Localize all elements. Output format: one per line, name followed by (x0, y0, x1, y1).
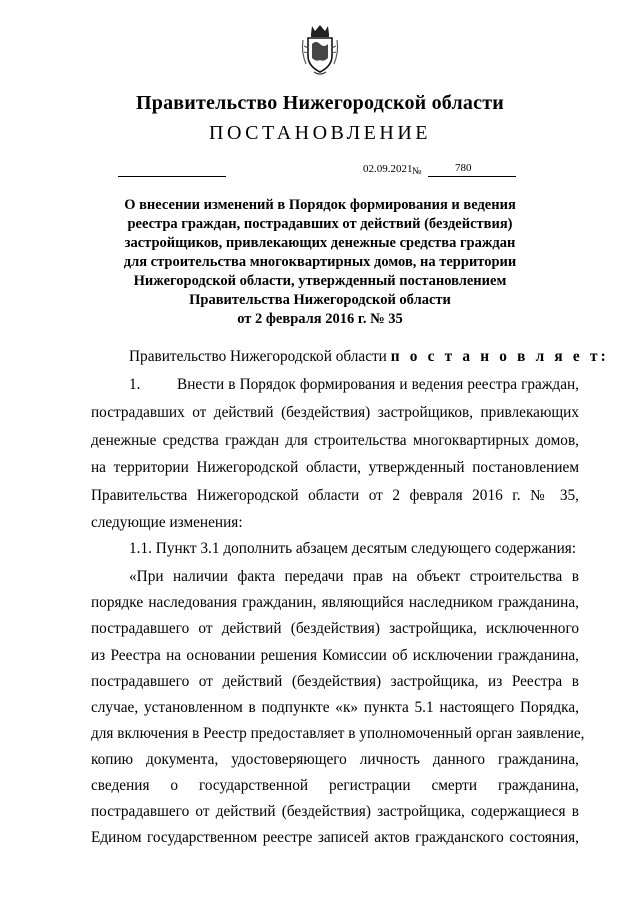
title-line: реестра граждан, пострадавших от действий (бездействия) (127, 216, 513, 232)
quote-line: пострадавшего от действий (бездействия) застройщика, исключенного (91, 620, 579, 637)
quote-line: пострадавшего от действий (бездействия) застройщика, содержащиеся в (91, 803, 579, 820)
item-1-number: 1. (129, 376, 141, 393)
preamble-verb: п о с т а н о в л я е т: (390, 348, 609, 365)
title-line: застройщиков, привлекающих денежные средства граждан (124, 235, 516, 251)
item-1-line: пострадавших от действий (бездействия) застройщиков, привлекающих (91, 404, 579, 421)
title-line: от 2 февраля 2016 г. № 35 (237, 311, 403, 327)
item-1-first-line (129, 376, 579, 394)
title-line: Правительства Нижегородской области (189, 292, 451, 308)
organization-name: Правительство Нижегородской области (136, 92, 504, 114)
document-title (100, 196, 540, 329)
quote-line: сведения о государственной регистрации смерти гражданина, (91, 777, 579, 794)
title-line: О внесении изменений в Порядок формирования и ведения (124, 197, 516, 213)
number-label: № (412, 166, 422, 177)
quote-line: порядке наследования гражданин, являющийся наследником гражданина, (91, 594, 579, 611)
sub-item-1-1: 1.1. Пункт 3.1 дополнить абзацем десятым следующего содержания: (129, 540, 577, 557)
item-1-line: следующие изменения: (91, 514, 243, 531)
quote-line: для включения в Реестр предоставляет в уполномоченный орган заявление, (91, 725, 585, 742)
document-number: 780 (428, 162, 516, 177)
signature-line (118, 176, 226, 177)
preamble-text: Правительство Нижегородской области (129, 348, 387, 365)
document-date: 02.09.2021 (363, 163, 413, 175)
quote-line: копию документа, удостоверяющего личность данного гражданина, (91, 751, 579, 768)
title-line: для строительства многоквартирных домов, на территории (123, 254, 517, 270)
quote-line: пострадавшего от действий (бездействия) застройщика, из Реестра в (91, 673, 579, 690)
quote-line: «При наличии факта передачи прав на объект строительства в (129, 568, 579, 585)
coat-of-arms-icon (300, 22, 340, 76)
quote-line: из Реестра на основании решения Комиссии об исключении гражданина, (91, 647, 579, 664)
quote-line: случае, установленном в подпункте «к» пункта 5.1 настоящего Порядка, (91, 699, 579, 716)
title-line: Нижегородской области, утвержденный постановлением (133, 273, 507, 289)
item-1-line: Правительства Нижегородской области от 2 февраля 2016 г. № 35, (91, 487, 579, 504)
item-1-line: денежные средства граждан для строительства многоквартирных домов, (91, 432, 579, 449)
item-1-line: на территории Нижегородской области, утвержденный постановлением (91, 459, 579, 476)
document-type: ПОСТАНОВЛЕНИЕ (209, 122, 431, 144)
quote-line: Едином государственном реестре записей актов гражданского состояния, (91, 829, 579, 846)
item-1-text: Внести в Порядок формирования и ведения реестра граждан, (177, 376, 579, 393)
preamble-paragraph (129, 348, 609, 366)
